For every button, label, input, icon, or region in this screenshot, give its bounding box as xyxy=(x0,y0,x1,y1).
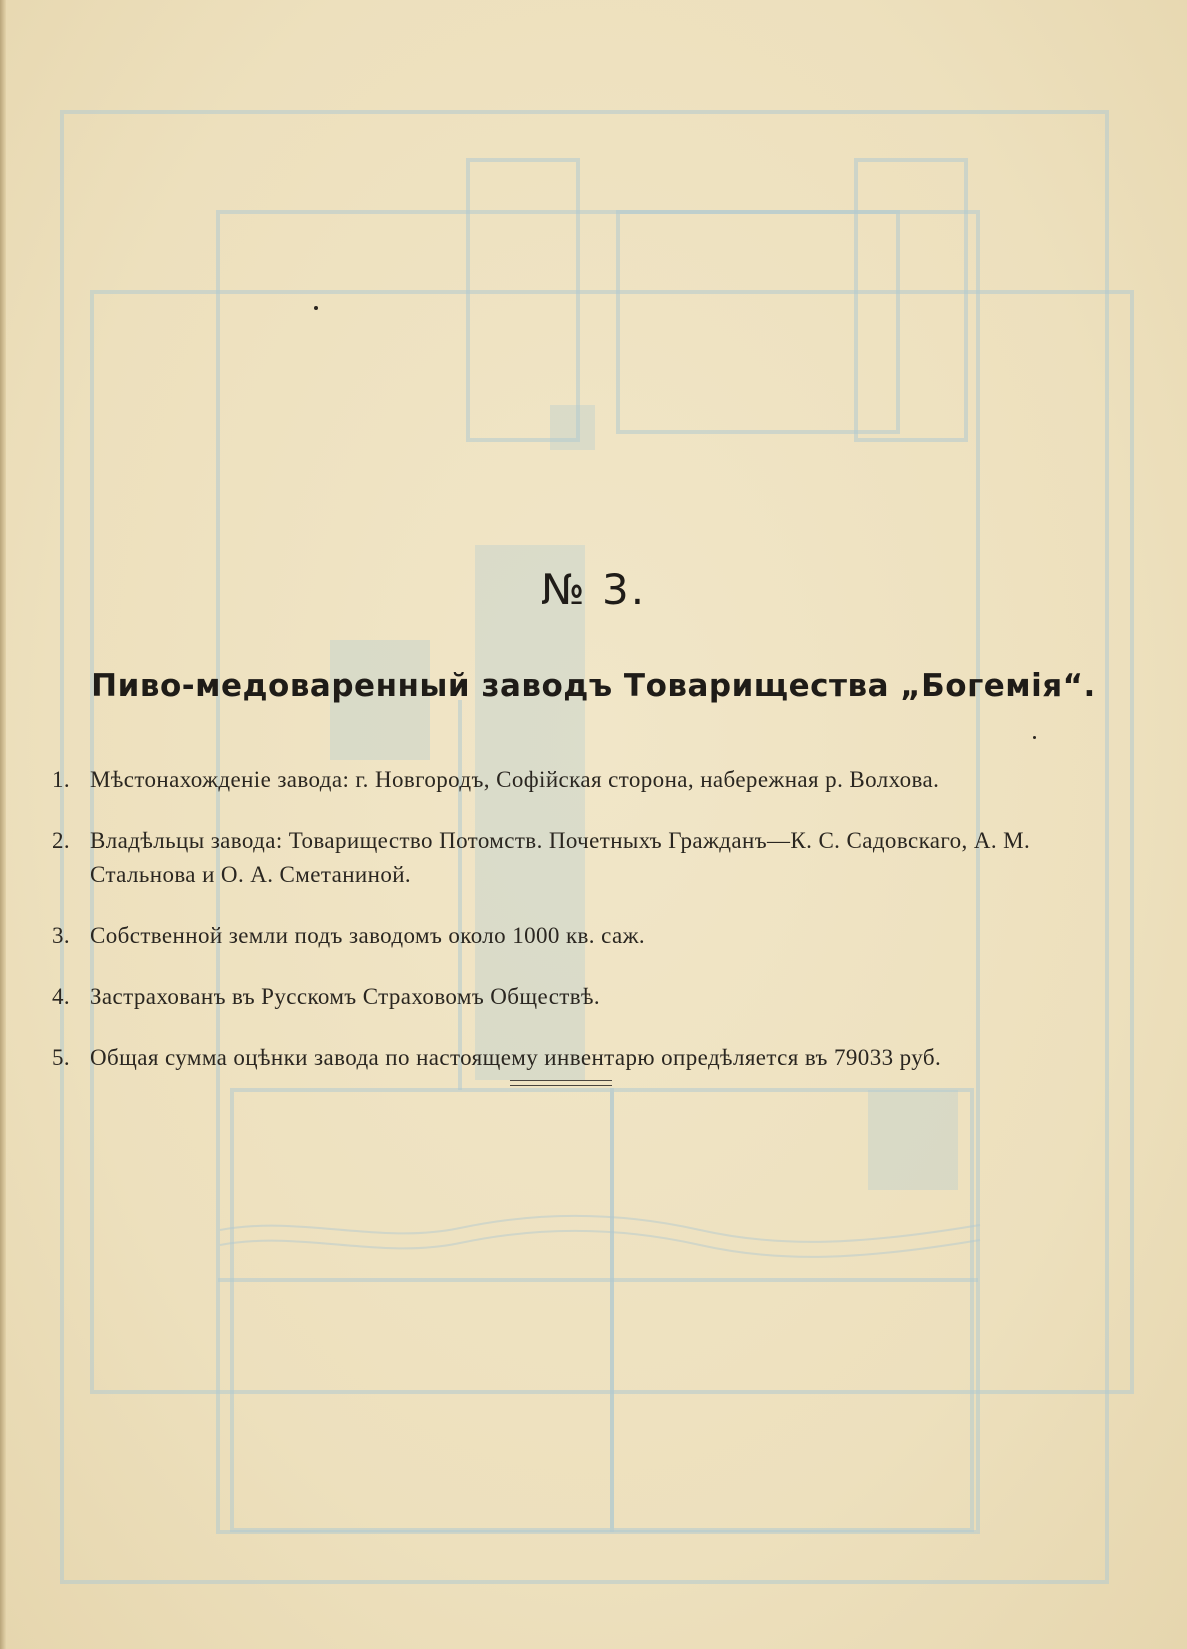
item-text: Владѣльцы завода: Товарищество Потомств. Почетныхъ Гражданъ—К. С. Садовскаго, А. М. Стальнова и О. А. Сметаниной. xyxy=(90,828,1031,887)
list-item xyxy=(52,919,1112,953)
list-item xyxy=(52,824,1112,892)
item-text: Застрахованъ въ Русскомъ Страховомъ Обществѣ. xyxy=(90,984,601,1009)
item-number: 3. xyxy=(52,923,71,948)
info-list xyxy=(52,763,1112,1102)
list-item xyxy=(52,763,1112,797)
item-text: Собственной земли подъ заводомъ около 1000 кв. саж. xyxy=(90,923,646,948)
item-number: 2. xyxy=(52,828,71,853)
item-number: 4. xyxy=(52,984,71,1009)
double-rule-divider xyxy=(510,1080,612,1086)
item-number: 5. xyxy=(52,1045,71,1070)
item-number: 1. xyxy=(52,767,71,792)
document-number: № 3. xyxy=(540,565,647,614)
speck xyxy=(1033,736,1036,739)
speck xyxy=(314,306,318,310)
list-item xyxy=(52,1041,1112,1075)
item-text: Общая сумма оцѣнки завода по настоящему инвентарю опредѣляется въ 79033 руб. xyxy=(90,1045,942,1070)
item-text: Мѣстонахожденіе завода: г. Новгородъ, Софійская сторона, набережная р. Волхова. xyxy=(90,767,940,792)
document-title: Пиво-медоваренный заводъ Товарищества „Богемія“. xyxy=(91,668,1096,704)
list-item xyxy=(52,980,1112,1014)
